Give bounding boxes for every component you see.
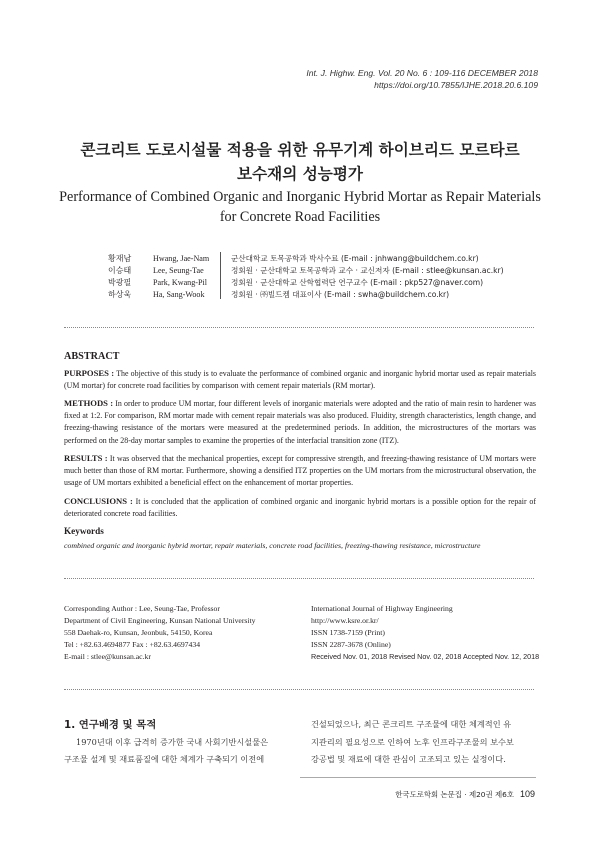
- author-korean-name: 이승태: [108, 265, 132, 275]
- body-right-line3: 강공법 및 재료에 대한 관심이 고조되고 있는 실정이다.: [311, 754, 506, 764]
- keywords-text: combined organic and inorganic hybrid mortar, repair materials, concrete road facilities, freezing-thawing resistance, microstructure: [64, 541, 481, 550]
- author-divider: [220, 252, 221, 299]
- body-right-line2: 지관리의 필요성으로 인하여 노후 인프라구조물의 보수보: [311, 737, 514, 747]
- abstract-heading: ABSTRACT: [64, 351, 120, 362]
- results-label: RESULTS :: [64, 453, 108, 463]
- corresponding-address: 558 Daehak-ro, Kunsan, Jeonbuk, 54150, Korea: [64, 628, 213, 638]
- section-heading: 1. 연구배경 및 목적: [64, 719, 157, 731]
- journal-citation: Int. J. Highw. Eng. Vol. 20 No. 6 : 109-116 DECEMBER 2018: [306, 68, 538, 78]
- body-left-line1: 1970년대 이후 급격히 증가한 국내 사회기반시설물은: [76, 737, 269, 747]
- dotted-divider: [64, 689, 534, 690]
- author-korean-name: 하상욱: [108, 289, 132, 299]
- author-row: [108, 276, 504, 288]
- journal-info-block: [311, 603, 539, 663]
- author-row: [108, 252, 504, 264]
- author-row: [108, 288, 504, 300]
- body-right-line1: 건설되었으나, 최근 콘크리트 구조물에 대한 체계적인 유: [311, 719, 512, 729]
- author-affiliation: 정회원 · ㈜빌드켐 대표이사 (E-mail : swha@buildchem.co.kr): [231, 289, 450, 299]
- corresponding-email[interactable]: E-mail : stlee@kunsan.ac.kr: [64, 652, 151, 662]
- author-list: [108, 252, 504, 300]
- corresponding-department: Department of Civil Engineering, Kunsan National University: [64, 616, 256, 626]
- corresponding-author-line: Corresponding Author : Lee, Seung-Tae, Professor: [64, 604, 220, 613]
- author-row: [108, 264, 504, 276]
- issn-print: ISSN 1738-7159 (Print): [311, 628, 385, 638]
- author-affiliation: 군산대학교 토목공학과 박사수료 (E-mail : jnhwang@buildchem.co.kr): [231, 253, 479, 263]
- author-english-name: Hwang, Jae-Nam: [153, 253, 210, 263]
- abstract-results: [64, 452, 536, 490]
- korean-title-line2: 보수재의 성능평가: [237, 165, 363, 183]
- author-affiliation: 정회원 · 군산대학교 산학협력단 연구교수 (E-mail : pkp527@naver.com): [231, 277, 484, 287]
- corresponding-phone: Tel : +82.63.4694877 Fax : +82.63.4697434: [64, 640, 201, 650]
- abstract-conclusions: [64, 495, 536, 520]
- journal-name: International Journal of Highway Engineering: [311, 604, 453, 613]
- received-dates: Received Nov. 01, 2018 Revised Nov. 02, 2018 Accepted Nov. 12, 2018: [311, 652, 540, 662]
- corresponding-author-block: [64, 603, 256, 663]
- footer-rule: [300, 777, 536, 778]
- journal-url[interactable]: http://www.ksre.or.kr/: [311, 616, 379, 626]
- english-title-line1: Performance of Combined Organic and Inorganic Hybrid Mortar as Repair Materials: [59, 189, 541, 205]
- methods-label: METHODS :: [64, 398, 114, 408]
- methods-text: In order to produce UM mortar, four different levels of inorganic materials were adopted and the ratio of main resin to hardener was fixed at 1:2. For comparison, RM mortar made with cement repair materials was also produced. Fluidity, strength characteristics, length change, and freezing-thawing resistance of the mortars were measured at the predetermined periods. In addition, the microstructures of the mortars was performed on the 28-day mortar samples to examine the properties of the interfacial transition zone (ITZ).: [64, 399, 536, 445]
- korean-title-line1: 콘크리트 도로시설물 적용을 위한 유무기계 하이브리드 모르타르: [80, 141, 520, 159]
- footer-journal: 한국도로학회 논문집 · 제20권 제6호: [395, 790, 514, 799]
- conclusions-label: CONCLUSIONS :: [64, 496, 133, 506]
- author-english-name: Lee, Seung-Tae: [153, 265, 204, 275]
- page-number: 109: [519, 789, 535, 799]
- page-footer: [395, 789, 535, 800]
- issn-online: ISSN 2287-3678 (Online): [311, 640, 391, 650]
- dotted-divider: [64, 578, 534, 579]
- purposes-label: PURPOSES :: [64, 368, 115, 378]
- abstract-purposes: [64, 367, 536, 392]
- author-affiliation: 정회원 · 군산대학교 토목공학과 교수 · 교신저자 (E-mail : stlee@kunsan.ac.kr): [231, 265, 504, 275]
- author-korean-name: 황재남: [108, 253, 132, 263]
- keywords-heading: Keywords: [64, 526, 104, 536]
- author-english-name: Park, Kwang-Pil: [153, 277, 207, 287]
- conclusions-text: It is concluded that the application of combined organic and inorganic hybrid mortars is a possible option for the repair of deteriorated concrete road facilities.: [64, 497, 536, 519]
- abstract-methods: [64, 397, 536, 447]
- results-text: It was observed that the mechanical properties, except for compressive strength, and freezing-thawing resistance of UM mortars were much better than those of RM mortar. Furthermore, showing a densified ITZ properties on the UM mortars from the microstructural observation, the usage of UM mortars exhibited a beneficial effect on the enhancement of mortar properties.: [64, 454, 536, 488]
- english-title-line2: for Concrete Road Facilities: [219, 209, 381, 225]
- dotted-divider: [64, 327, 534, 328]
- doi-link[interactable]: https://doi.org/10.7855/IJHE.2018.20.6.109: [374, 80, 538, 90]
- body-left-line2: 구조물 설계 및 재료품질에 대한 체계가 구축되기 이전에: [64, 754, 265, 764]
- author-english-name: Ha, Sang-Wook: [153, 289, 205, 299]
- purposes-text: The objective of this study is to evaluate the performance of combined organic and inorganic hybrid mortar used as repair materials (UM mortar) for concrete road facilities by comparison with cement repair materials (RM mortar).: [64, 369, 536, 391]
- author-korean-name: 박광필: [108, 277, 132, 287]
